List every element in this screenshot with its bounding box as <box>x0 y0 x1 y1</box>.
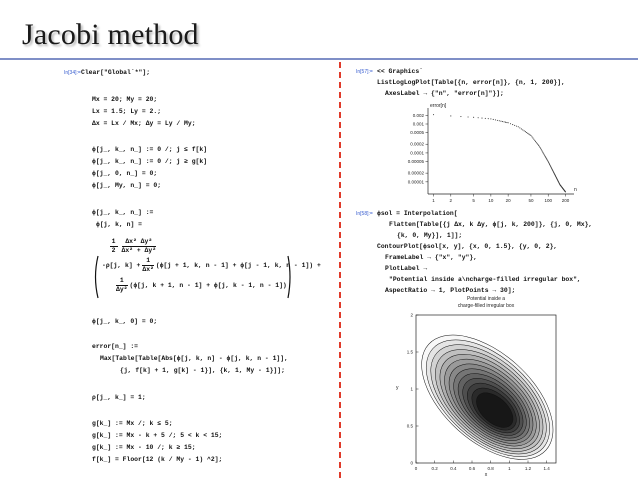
data-point <box>485 118 486 119</box>
x-tick-label: 200 <box>561 198 570 203</box>
boundary-line: ϕ[j_, My, n_] = 0; <box>92 182 162 189</box>
data-point <box>504 121 505 122</box>
data-point <box>519 127 520 128</box>
y-tick-label: 1 <box>410 386 413 392</box>
error-line: {j, f[k] + 1, g[k] - 1}], {k, 1, My - 1}]]; <box>120 367 285 374</box>
data-point <box>548 162 549 163</box>
graphics-load: << Graphics` <box>377 68 424 75</box>
y-tick-label: 0.0002 <box>410 141 424 147</box>
data-point <box>499 120 500 121</box>
x-tick-label: 0.2 <box>431 466 438 471</box>
data-point <box>537 144 538 145</box>
column-divider <box>339 62 341 478</box>
data-point <box>510 123 511 124</box>
geometry-line: g[k_] := Mx /; k ≤ 5; <box>92 420 173 427</box>
x-neighbors: (ϕ[j + 1, k, n - 1] + ϕ[j - 1, k, n - 1]) + <box>155 262 321 270</box>
geometry-line: g[k_] := Mx - k + 5 /; 5 < k < 15; <box>92 432 223 439</box>
x-tick-label: 100 <box>544 198 552 203</box>
contour-code-line: AspectRatio → 1, PlotPoints → 30]; <box>385 287 516 294</box>
data-point <box>544 156 545 157</box>
fraction-main <box>122 238 157 255</box>
x-tick-label: 20 <box>505 198 511 203</box>
recurrence-head: ϕ[j_, k_, n_] := <box>92 209 154 216</box>
clear-statement: Clear["Global`*"]; <box>81 69 151 76</box>
y-tick-label: 1.5 <box>406 349 413 355</box>
data-point <box>539 146 540 147</box>
y-tick-label: 0 <box>410 460 413 466</box>
input-label: In[34]:= <box>64 70 81 76</box>
recurrence-assign: ϕ[j, k, n] = <box>96 221 143 228</box>
data-point <box>532 137 533 138</box>
data-point <box>529 134 530 135</box>
data-point <box>535 141 536 142</box>
data-point <box>538 145 539 146</box>
x-tick-label: 0.6 <box>468 466 476 471</box>
data-point <box>524 130 525 131</box>
x-tick-label: 50 <box>528 198 534 203</box>
contour-code-line: PlotLabel → <box>385 265 428 272</box>
data-point <box>530 135 531 136</box>
input-label: In[57]:= <box>356 69 373 75</box>
fraction-dx <box>142 257 154 274</box>
fraction-dy <box>116 277 128 294</box>
y-tick-label: 0.0001 <box>410 150 424 156</box>
y-tick-label: 0.001 <box>412 121 424 127</box>
plot-title: Potential inside a <box>466 296 506 302</box>
contour-code-line: "Potential inside a\ncharge-filled irregular box", <box>389 276 581 283</box>
fraction-numerator: 1 <box>111 238 116 245</box>
y-tick-label: 0.00005 <box>407 159 424 165</box>
data-point <box>548 161 549 162</box>
title-rule <box>0 58 638 60</box>
data-point <box>493 119 494 120</box>
initial-condition: ϕ[j_, k_, 0] = 0; <box>92 318 158 325</box>
charge-density: ρ[j_, k_] = 1; <box>92 394 146 401</box>
data-point <box>541 149 542 150</box>
x-tick-label: 1 <box>508 466 511 471</box>
y-axis-label: error[n] <box>430 103 447 109</box>
input-label: In[58]:= <box>356 211 373 217</box>
y-tick-label: 0.5 <box>406 423 413 429</box>
loglog-command: ListLogLogPlot[Table[{n, error[n]}, {n, 1, 200}], <box>377 79 565 86</box>
data-point <box>543 154 544 155</box>
data-point <box>543 153 544 154</box>
data-point <box>540 148 541 149</box>
data-point <box>490 118 491 119</box>
loglog-options: AxesLabel → {"n", "error[n]"}]; <box>385 90 504 97</box>
fraction-denominator: Δx² + Δy² <box>121 247 157 254</box>
data-point <box>565 191 566 192</box>
data-point <box>541 150 542 151</box>
x-tick-label: 1.2 <box>524 466 532 471</box>
x-axis-label: x <box>484 472 488 478</box>
contour-code-line: Flatten[Table[{j Δx, k Δy, ϕ[j, k, 200]}, {j, 0, Mx}, <box>389 221 593 228</box>
data-point <box>495 119 496 120</box>
slide-title: Jacobi method <box>22 18 199 51</box>
data-point <box>497 120 498 121</box>
x-tick-label: 0.8 <box>487 466 494 471</box>
data-point <box>534 140 535 141</box>
data-point <box>478 117 479 118</box>
data-point <box>516 126 517 127</box>
geometry-line: f[k_] = Floor[12 (k / My - 1) ^2]; <box>92 456 223 463</box>
recurrence-coefficient <box>100 231 158 255</box>
boundary-line: ϕ[j_, k_, n_] := 0 /; j ≤ f[k] <box>92 146 208 153</box>
y-neighbors: (ϕ[j, k + 1, n - 1] + ϕ[j, k - 1, n - 1]) <box>129 282 287 290</box>
data-point <box>536 142 537 143</box>
recurrence-bracket <box>92 254 321 300</box>
fraction-denominator: Δy² <box>116 286 128 293</box>
plot-subtitle: charge-filled irregular box <box>457 303 515 309</box>
y-axis-label: y <box>396 385 399 391</box>
fraction-denominator: 2 <box>111 247 116 254</box>
data-point <box>502 121 503 122</box>
data-point <box>525 131 526 132</box>
data-point <box>505 122 506 123</box>
contour-code-line: FrameLabel → {"x", "y"}, <box>385 254 478 261</box>
data-point <box>508 122 509 123</box>
fraction-denominator: Δx² <box>142 266 154 273</box>
data-point <box>506 122 507 123</box>
recurrence-term-2 <box>114 277 287 294</box>
data-point <box>450 115 451 116</box>
data-point <box>549 163 550 164</box>
y-tick-label: 0.0005 <box>410 130 424 136</box>
x-tick-label: 1.4 <box>543 466 550 471</box>
data-point <box>533 139 534 140</box>
data-point <box>522 129 523 130</box>
data-point <box>527 133 528 134</box>
data-point <box>521 128 522 129</box>
data-point <box>512 124 513 125</box>
boundary-line: ϕ[j_, k_, n_] := 0 /; j ≥ g[k] <box>92 158 208 165</box>
x-tick-label: 10 <box>488 198 494 203</box>
y-tick-label: 0.00001 <box>407 179 424 185</box>
setup-line: Lx = 1.5; Ly = 2.; <box>92 108 162 115</box>
data-point <box>433 114 434 115</box>
data-point <box>460 116 461 117</box>
data-point <box>542 151 543 152</box>
error-line: error[n_] := <box>92 343 139 350</box>
setup-line: Δx = Lx / Mx; Δy = Ly / My; <box>92 120 196 127</box>
setup-line: Mx = 20; My = 20; <box>92 96 158 103</box>
data-point <box>473 117 474 118</box>
y-tick-label: 2 <box>410 312 413 318</box>
data-point <box>526 132 527 133</box>
data-point <box>514 125 515 126</box>
contour-code-line: ϕsol = Interpolation[ <box>377 210 458 217</box>
potential-contour-plot <box>390 293 570 478</box>
geometry-line: g[k_] := Mx - 10 /; k ≥ 15; <box>92 444 196 451</box>
x-tick-label: 0 <box>414 466 418 471</box>
fraction-half <box>110 238 118 255</box>
rho-term: -ρ[j, k] + <box>102 262 141 270</box>
data-point <box>531 136 532 137</box>
data-point <box>468 116 469 117</box>
y-tick-label: 0.002 <box>412 112 424 118</box>
data-point <box>488 118 489 119</box>
error-loglog-plot <box>370 100 585 205</box>
x-tick-label: 0.4 <box>450 466 457 471</box>
recurrence-term-1 <box>102 257 321 274</box>
data-point <box>481 118 482 119</box>
x-tick-label: 5 <box>472 198 475 203</box>
fraction-numerator: Δx² Δy² <box>122 238 157 247</box>
fraction-numerator: 1 <box>142 257 154 266</box>
boundary-line: ϕ[j_, 0, n_] = 0; <box>92 170 158 177</box>
x-axis-label: n <box>574 187 577 193</box>
data-point <box>528 134 529 135</box>
y-tick-label: 0.00002 <box>407 170 424 176</box>
data-point <box>500 121 501 122</box>
data-point <box>518 126 519 127</box>
data-point <box>545 157 546 158</box>
x-tick-label: 2 <box>449 198 453 203</box>
data-point <box>539 147 540 148</box>
data-point <box>537 143 538 144</box>
contour-code-line: ContourPlot[ϕsol[x, y], {x, 0, 1.5}, {y, 0, 2}, <box>377 243 558 250</box>
data-point <box>544 155 545 156</box>
x-tick-label: 1 <box>432 198 435 203</box>
fraction-numerator: 1 <box>116 277 128 286</box>
contour-code-line: {k, 0, My}], 1]]; <box>397 232 463 239</box>
error-line: Max[Table[Table[Abs[ϕ[j, k, n] - ϕ[j, k, n - 1]], <box>100 355 288 362</box>
data-point <box>546 157 547 158</box>
